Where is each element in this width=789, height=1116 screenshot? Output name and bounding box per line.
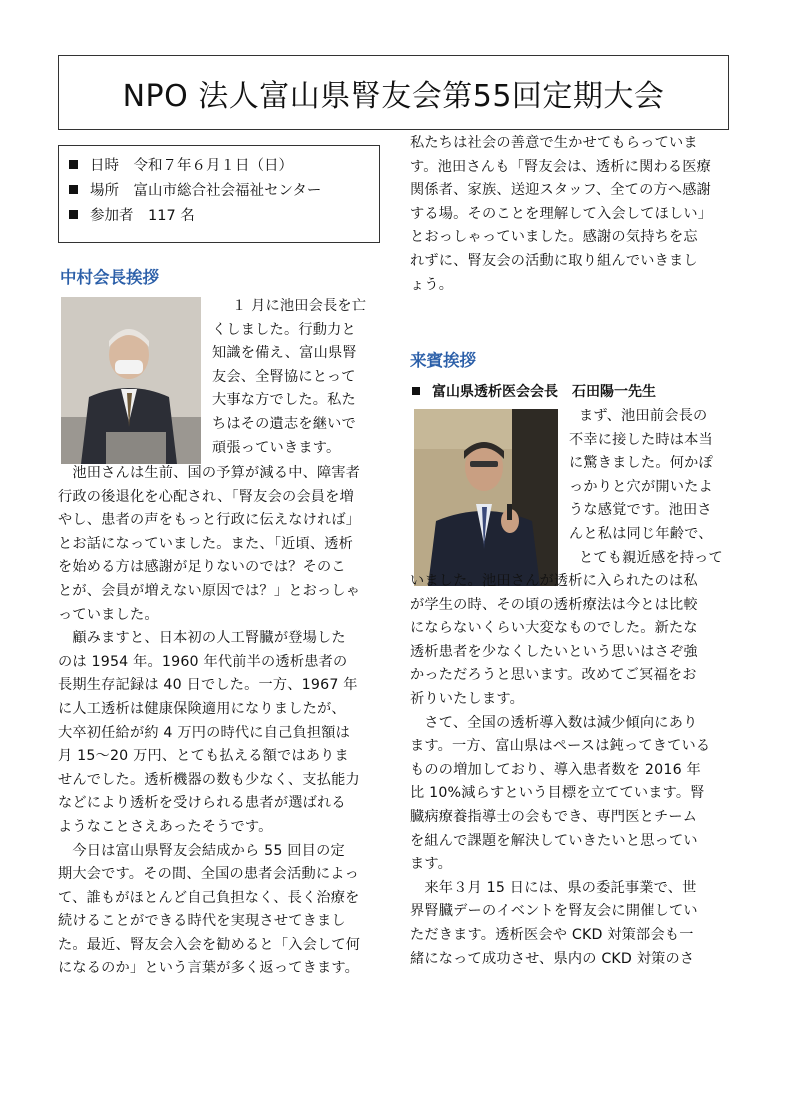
guest-wrap-text: [569, 405, 723, 570]
text-line: ものの増加しており、導入患者数を 2016 年: [410, 761, 701, 778]
text-line: とおっしゃっていました。感謝の気持ちを忘: [410, 229, 698, 246]
text-line: いました。池田さんが透析に入られたのは私: [410, 573, 698, 589]
text-line: ます。一方、富山県はペースは鈍ってきている: [410, 738, 711, 755]
page-title: NPO 法人富山県腎友会第55回定期大会: [122, 78, 665, 114]
text-line: 友会、全腎協にとって: [212, 368, 356, 385]
text-line: っていました。: [58, 606, 159, 623]
text-line: 来年３月 15 日には、県の委託事業で、世: [410, 879, 697, 896]
info-date: 日時 令和７年６月１日（日）: [69, 154, 379, 179]
text-line: まず、池田前会長の: [579, 408, 708, 424]
text-line: 行政の後退化を心配され、「腎友会の会員を増: [58, 488, 354, 505]
text-line: せんでした。透析機器の数も少なく、支払能力: [58, 771, 360, 788]
text-line: 期大会です。その間、全国の患者会活動によっ: [58, 866, 360, 883]
text-line: 臓病療養指導士の会もでき、専門医とチーム: [410, 808, 698, 825]
square-bullet-icon: [69, 185, 78, 194]
text-line: 比 10%減らすという目標を立てています。腎: [410, 785, 705, 802]
text-line: １ 月に池田会長を亡: [232, 298, 367, 314]
text-line: うな感覚です。池田さ: [569, 502, 712, 519]
text-line: 今日は富山県腎友会結成から 55 回目の定: [58, 842, 345, 859]
guest-body-text: [410, 570, 710, 971]
text-line: にならないくらい大変なものでした。新たな: [410, 620, 698, 637]
text-line: 祈りいたします。: [410, 690, 524, 707]
text-line: が学生の時、その頃の透析療法は今とは比較: [410, 596, 698, 613]
text-line: 長期生存記録は 40 日でした。一方、1967 年: [58, 677, 358, 694]
text-line: 関係者、家族、送迎スタッフ、全ての方へ感謝: [410, 182, 712, 199]
text-line: れずに、腎友会の活動に取り組んでいきまし: [410, 252, 698, 269]
text-line: っかりと穴が開いたよ: [569, 478, 713, 495]
text-line: 界腎臓デーのイベントを腎友会に開催してい: [410, 903, 698, 920]
text-line: になるのか」という言葉が多く返ってきます。: [58, 960, 360, 977]
text-line: する場。そのことを理解して入会してほしい」: [410, 205, 713, 222]
info-attendees: 参加者 117 名: [69, 204, 379, 229]
section-heading-chairman: 中村会長挨拶: [60, 268, 159, 287]
square-bullet-icon: [69, 160, 78, 169]
square-bullet-icon: [412, 387, 420, 395]
square-bullet-icon: [69, 210, 78, 219]
right-column-continued-text: [410, 132, 712, 297]
text-line: す。池田さんも「腎友会は、透析に関わる医療: [410, 158, 712, 175]
text-line: やし、患者の声をもっと行政に伝えなければ」: [58, 512, 361, 529]
text-line: ようなことさえあったそうです。: [58, 818, 273, 835]
text-line: 不幸に接した時は本当: [569, 431, 713, 448]
text-line: ょう。: [410, 276, 454, 293]
text-line: んと私は同じ年齢で、: [569, 525, 713, 542]
chairman-photo: [61, 297, 201, 464]
text-line: 透析患者を少なくしたいという思いはさぞ強: [410, 643, 698, 660]
text-line: のは 1954 年。1960 年代前半の透析患者の: [58, 653, 348, 670]
text-line: とが、会員が増えない原因では？」とおっしゃ: [58, 582, 361, 599]
section-heading-guest: 来賓挨拶: [410, 351, 476, 370]
text-line: とても親近感を持って: [579, 549, 723, 566]
text-line: に驚きました。何かぽ: [569, 455, 713, 472]
text-line: さて、全国の透析導入数は減少傾向にあり: [410, 714, 698, 731]
text-line: 池田さんは生前、国の予算が減る中、障害者: [58, 465, 361, 481]
text-line: た。最近、腎友会入会を勧めると「入会して何: [58, 936, 361, 953]
text-line: 私たちは社会の善意で生かせてもらっていま: [410, 135, 698, 151]
text-line: 大事な方でした。私た: [212, 392, 356, 409]
text-line: などにより透析を受けられる患者が選ばれる: [58, 795, 346, 812]
chairman-body-text: [58, 462, 360, 981]
event-info-box: [58, 145, 380, 243]
text-line: ます。: [410, 856, 453, 873]
title-box: [58, 55, 729, 130]
text-line: ただきます。透析医会や CKD 対策部会も一: [410, 926, 694, 943]
text-line: とお話になっていました。また、「近頃、透析: [58, 535, 354, 552]
guest-subheading: 富山県透析医会会長 石田陽一先生: [412, 381, 656, 401]
text-line: 続けることができる時代を実現させてきまし: [58, 913, 346, 930]
text-line: 知識を備え、富山県腎: [212, 345, 357, 362]
info-venue: 場所 富山市総合社会福祉センター: [69, 179, 379, 204]
text-line: 月 15～20 万円、とても払える額ではありま: [58, 748, 349, 765]
text-line: かっただろうと思います。改めてご冥福をお: [410, 667, 697, 684]
text-line: を組んで課題を解決していきたいと思ってい: [410, 832, 698, 849]
text-line: を始める方は感謝が足りないのでは？そのこ: [58, 559, 346, 576]
text-line: て、誰もがほとんど自己負担なく、長く治療を: [58, 889, 360, 906]
guest-photo: [414, 409, 558, 586]
text-line: 緒になって成功させ、県内の CKD 対策のさ: [410, 950, 695, 967]
text-line: 頑張っていきます。: [212, 439, 341, 456]
text-line: ちはその遺志を継いで: [212, 415, 356, 432]
text-line: くしました。行動力と: [212, 321, 356, 338]
chairman-wrap-text: [212, 295, 366, 460]
text-line: 大卒初任給が約 4 万円の時代に自己負担額は: [58, 724, 351, 741]
text-line: に人工透析は健康保険適用になりましたが、: [58, 700, 346, 717]
text-line: 顧みますと、日本初の人工腎臓が登場した: [58, 630, 346, 647]
